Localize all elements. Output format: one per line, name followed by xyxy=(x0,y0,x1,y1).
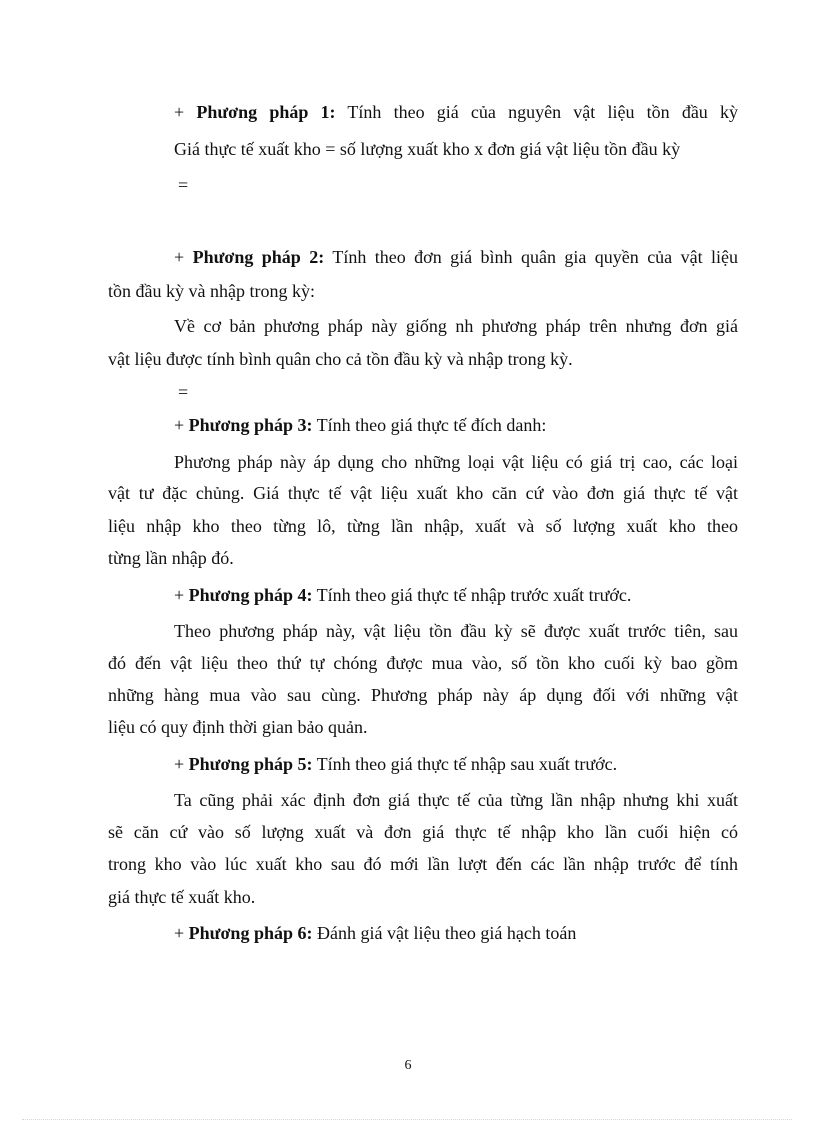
paragraph-line: vật tư đặc chủng. Giá thực tế vật liệu xuất kho căn cứ vào đơn giá thực tế vật xyxy=(108,483,738,503)
paragraph-line: trong kho vào lúc xuất kho sau đó mới lần lượt đến các lần nhập trước để tính xyxy=(108,854,738,874)
paragraph-line: liệu có quy định thời gian bảo quản. xyxy=(108,717,368,737)
paragraph-line: những hàng mua vào sau cùng. Phương pháp này áp dụng đối với những vật xyxy=(108,685,738,705)
method-2-heading: + Phương pháp 2: Tính theo đơn giá bình quân gia quyền của vật liệu xyxy=(174,247,739,267)
formula-equals: = xyxy=(178,382,189,402)
paragraph-line: vật liệu được tính bình quân cho cả tồn đầu kỳ và nhập trong kỳ. xyxy=(108,349,573,369)
formula-equals: = xyxy=(178,175,189,195)
method-1-heading: + Phương pháp 1: Tính theo giá của nguyên vật liệu tồn đầu kỳ xyxy=(174,102,738,122)
paragraph-line: sẽ căn cứ vào số lượng xuất và đơn giá thực tế nhập kho lần cuối hiện có xyxy=(108,822,738,842)
paragraph-line: đó đến vật liệu theo thứ tự chóng được mua vào, số tồn kho cuối kỳ bao gồm xyxy=(108,653,738,673)
page-number: 6 xyxy=(404,1058,412,1073)
method-4-heading: + Phương pháp 4: Tính theo giá thực tế nhập trước xuất trước. xyxy=(174,585,632,605)
paragraph-line: Giá thực tế xuất kho = số lượng xuất kho x đơn giá vật liệu tồn đầu kỳ xyxy=(174,139,681,159)
method-5-heading: + Phương pháp 5: Tính theo giá thực tế nhập sau xuất trước. xyxy=(174,754,618,774)
paragraph-line: tồn đầu kỳ và nhập trong kỳ: xyxy=(108,281,315,301)
method-6-heading: + Phương pháp 6: Đánh giá vật liệu theo giá hạch toán xyxy=(174,923,577,943)
paragraph-line: Theo phương pháp này, vật liệu tồn đầu kỳ sẽ được xuất trước tiên, sau xyxy=(174,621,738,641)
page-bottom-divider xyxy=(22,1119,792,1120)
paragraph-line: liệu nhập kho theo từng lô, từng lần nhập, xuất và số lượng xuất kho theo xyxy=(108,516,738,536)
paragraph-line: giá thực tế xuất kho. xyxy=(108,887,256,907)
method-3-heading: + Phương pháp 3: Tính theo giá thực tế đích danh: xyxy=(174,415,547,435)
paragraph-line: Về cơ bản phương pháp này giống nh phương pháp trên nhưng đơn giá xyxy=(174,316,738,336)
paragraph-line: Phương pháp này áp dụng cho những loại vật liệu có giá trị cao, các loại xyxy=(174,452,738,472)
paragraph-line: Ta cũng phải xác định đơn giá thực tế của từng lần nhập nhưng khi xuất xyxy=(174,790,738,810)
paragraph-line: từng lần nhập đó. xyxy=(108,548,234,568)
